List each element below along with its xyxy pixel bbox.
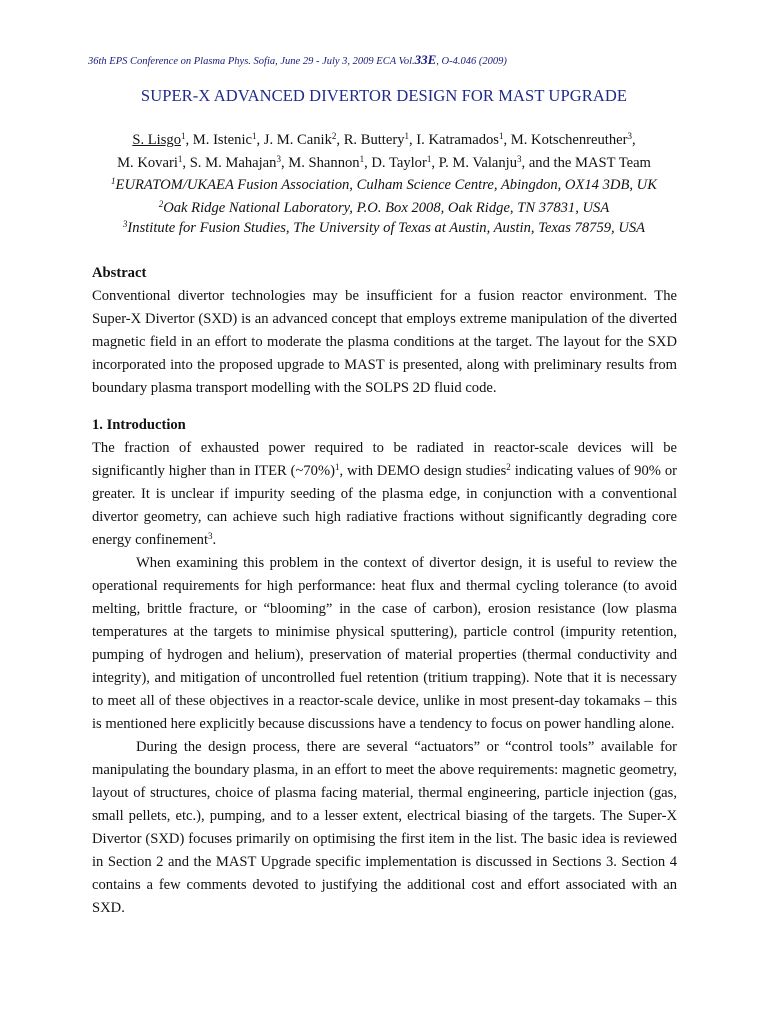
author-sup: 1 (251, 131, 257, 141)
abstract-heading: Abstract (92, 265, 147, 281)
intro-p1-text-a: The fraction of exhausted power required to be radiated in reactor-scale devices will be significantly higher than in ITER (~70%) (92, 440, 677, 479)
author-name: I. Katramados (416, 132, 499, 148)
author-sep: , (431, 155, 439, 171)
author-sup: 1 (359, 154, 365, 164)
author-name: J. M. Canik (263, 132, 332, 148)
author-sup: 3 (517, 154, 522, 164)
paper-title: SUPER-X ADVANCED DIVERTOR DESIGN FOR MAST UPGRADE (140, 86, 628, 105)
affiliation-sup: 2 (158, 199, 164, 209)
header-volume: 33E (414, 52, 437, 67)
author-sep: , (631, 132, 636, 148)
author-list (60, 129, 708, 175)
abstract-text: Conventional divertor technologies may be insufficient for a fusion reactor environment. The Super-X Divertor (SXD) is an advanced concept that employs extreme manipulation of the diverted magnetic field in an effort to moderate the plasma conditions at the target. The layout for the SXD incorporated into the proposed upgrade to MAST is presented, along with preliminary results from boundary plasma transport modelling with the SOLPS 2D fluid code. (92, 288, 677, 396)
author-name: D. Taylor (371, 155, 427, 171)
affiliation-1 (0, 177, 768, 194)
author-name: M. Shannon (288, 155, 360, 171)
author-sep: , (503, 132, 511, 148)
abstract-section (92, 262, 677, 400)
intro-p1-text-c: indicating values of 90% or greater. It is unclear if impurity seeding of the plasma edge, in conjunction with a conventional divertor geometry, can achieve such high radiative fractions without significantly degrading core energy confinement (92, 463, 677, 548)
introduction-section (92, 414, 677, 920)
author-sep: , (182, 155, 190, 171)
author-sup: 3 (627, 131, 632, 141)
author-name: M. Kovari (117, 155, 178, 171)
author-sup: 1 (498, 131, 504, 141)
author-sep: , (256, 132, 264, 148)
citation-1: 1 (335, 462, 340, 472)
author-sup: 2 (331, 131, 337, 141)
author-sep: , (409, 132, 417, 148)
affiliation-text: Oak Ridge National Laboratory, P.O. Box 2008, Oak Ridge, TN 37831, USA (163, 200, 610, 216)
intro-paragraph-3: During the design process, there are several “actuators” or “control tools” available for manipulating the boundary plasma, in an effort to meet the above requirements: magnetic geometry, layout of structures, choice of plasma facing material, thermal engineering, particle injection (gas, small pellets, etc.), pumping, and to a lesser extent, electrical biasing of the targets. The Super-X Divertor (SXD) focuses primarily on optimising the first item in the list. The basic idea is reviewed in Section 2 and the MAST Upgrade specific implementation is discussed in Sections 3. Section 4 contains a few comments devoted to justifying the additional cost and effort associated with an SXD. (92, 739, 677, 916)
author-name: S. Lisgo (132, 132, 181, 148)
author-sup: 1 (404, 131, 409, 141)
introduction-heading: 1. Introduction (92, 417, 186, 433)
author-name: P. M. Valanju (438, 155, 518, 171)
author-sup: 3 (276, 154, 281, 164)
affiliation-text: EURATOM/UKAEA Fusion Association, Culham Science Centre, Abingdon, OX14 3DB, UK (115, 177, 657, 193)
author-sup: 1 (426, 154, 432, 164)
author-name: S. M. Mahajan (189, 155, 277, 171)
header-suffix: , O-4.046 (2009) (436, 56, 507, 67)
author-name: R. Buttery (343, 132, 405, 148)
author-sep: , and the MAST Team (521, 155, 651, 171)
intro-p1-text-d: . (212, 532, 217, 548)
intro-p1-text-b: , with DEMO design studies (339, 463, 507, 479)
citation-3: 3 (208, 531, 213, 541)
author-sep: , (185, 132, 193, 148)
author-sup: 1 (177, 154, 183, 164)
citation-2: 2 (506, 462, 511, 472)
author-sup: 1 (181, 131, 186, 141)
affiliation-3 (0, 220, 768, 237)
author-name: M. Kotschenreuther (510, 132, 628, 148)
affiliation-sup: 1 (111, 176, 116, 186)
conference-header (88, 52, 507, 68)
intro-paragraph-2: When examining this problem in the context of divertor design, it is useful to review the operational requirements for high performance: heat flux and thermal cycling tolerance (to avoid melting, brittle fracture, or “blooming” in the case of carbon), erosion resistance (low plasma temperatures at the targets to minimise physical sputtering), particle control (impurity retention, pumping of hydrogen and helium), preservation of material properties (thermal conductivity and integrity), and mitigation of uncontrolled fuel retention (tritium trapping). Note that it is necessary to meet all of these objectives in a reactor-scale device, unlike in most present-day tokamaks – this is mentioned here explicitly because discussions have a tendency to focus on power handling alone. (92, 555, 677, 732)
intro-paragraph-1 (92, 437, 677, 552)
affiliation-text: Institute for Fusion Studies, The University of Texas at Austin, Austin, Texas 78759, USA (127, 220, 646, 236)
author-sep: , (364, 155, 372, 171)
header-prefix: 36th EPS Conference on Plasma Phys. Sofia, June 29 - July 3, 2009 ECA Vol. (88, 56, 415, 67)
affiliation-2 (0, 200, 768, 217)
author-sep: , (336, 132, 344, 148)
author-sep: , (280, 155, 289, 171)
author-name: M. Istenic (192, 132, 252, 148)
affiliation-sup: 3 (122, 219, 128, 229)
